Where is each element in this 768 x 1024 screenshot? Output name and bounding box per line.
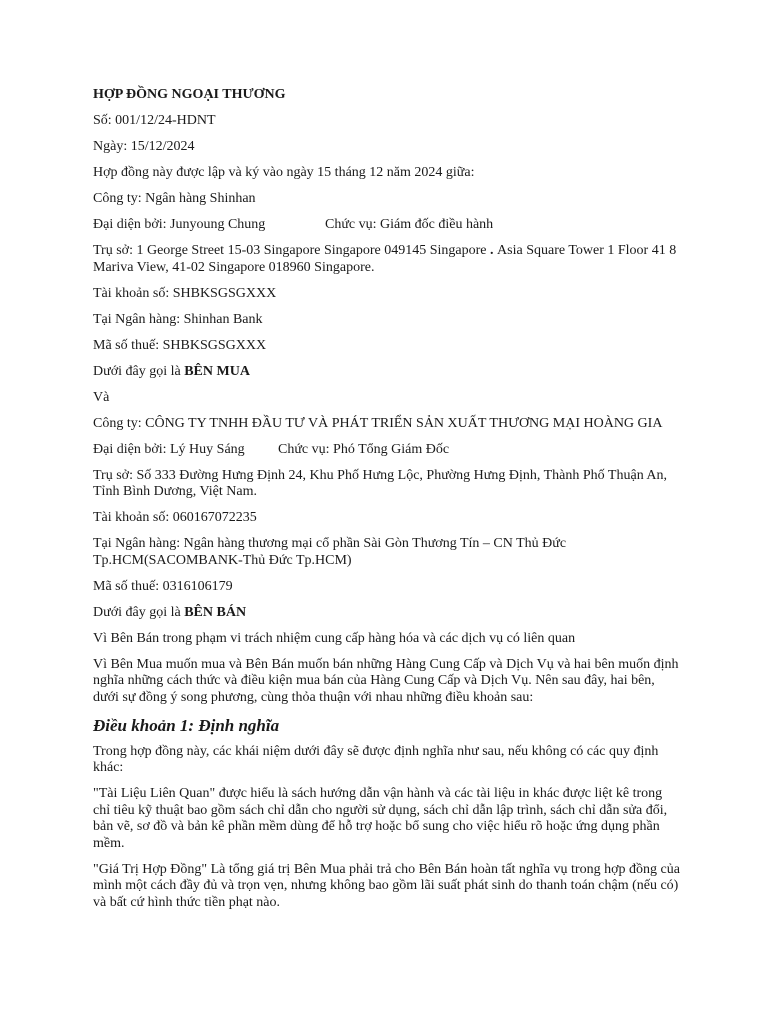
document-body [93, 87, 681, 921]
article-1-heading: Điều khoản 1: Định nghĩa [93, 715, 280, 735]
buyer-representative: Đại diện bởi: Junyoung Chung [93, 217, 266, 232]
contract-date: Ngày: 15/12/2024 [93, 139, 195, 154]
buyer-position: Chức vụ: Giám đốc điều hành [325, 217, 494, 232]
buyer-address [93, 243, 681, 276]
article-1-paragraph-2: "Tài Liệu Liên Quan" được hiểu là sách hướng dẫn vận hành và các tài liệu in khác được liệt kê trong chỉ tiêu kỹ thuật bao gồm sách chỉ dẫn cho người sử dụng, sách chỉ dẫn lập trình, sách chỉ dẫn sửa đổi, bản vẽ, sơ đồ và bản kê phần mềm dùng để hỗ trợ hoặc bổ sung cho việc hiểu rõ hoặc ứng dụng phần mềm. [93, 786, 668, 851]
buyer-address-part-2: Asia Square Tower 1 Floor 41 8 Mariva View, 41-02 Singapore 018960 Singapore. [93, 243, 677, 275]
contract-title: HỢP ĐỒNG NGOẠI THƯƠNG [93, 87, 286, 102]
buyer-bank: Tại Ngân hàng: Shinhan Bank [93, 311, 263, 327]
seller-hereafter [93, 605, 681, 622]
seller-position: Chức vụ: Phó Tổng Giám Đốc [278, 441, 450, 457]
article-1-paragraph-3: "Giá Trị Hợp Đồng" Là tổng giá trị Bên Mua phải trả cho Bên Bán hoàn tất nghĩa vụ trong hợp đồng của mình một cách đầy đủ và trọn vẹn, nhưng không bao gồm lãi suất phát sinh do thanh toán chậm (nếu có) và bất cứ hình thức tiền phạt nào. [93, 861, 680, 910]
buyer-representative-row [93, 217, 681, 234]
buyer-company: Công ty: Ngân hàng Shinhan [93, 191, 256, 206]
recital-2: Vì Bên Mua muốn mua và Bên Bán muốn bán những Hàng Cung Cấp và Dịch Vụ và hai bên muốn định nghĩa những cách thức và điều kiện mua bán của Hàng Cung Cấp và Dịch Vụ. Nên sau đây, hai bên, dưới sự đồng ý song phương, cùng thỏa thuận với nhau những điều khoản sau: [93, 656, 679, 705]
seller-representative-row [93, 442, 681, 459]
conjunction: Và [93, 389, 110, 405]
contract-number: Số: 001/12/24-HDNT [93, 113, 216, 128]
recital-1: Vì Bên Bán trong phạm vi trách nhiệm cung cấp hàng hóa và các dịch vụ có liên quan [93, 630, 576, 646]
seller-tax: Mã số thuế: 0316106179 [93, 578, 233, 594]
seller-representative: Đại diện bởi: Lý Huy Sáng [93, 441, 245, 457]
contract-intro: Hợp đồng này được lập và ký vào ngày 15 tháng 12 năm 2024 giữa: [93, 165, 475, 180]
seller-address: Trụ sở: Số 333 Đường Hưng Định 24, Khu Phố Hưng Lộc, Phường Hưng Định, Thành Phố Thuận An, Tỉnh Bình Dương, Việt Nam. [93, 467, 668, 499]
buyer-role: BÊN MUA [184, 363, 250, 379]
buyer-hereafter [93, 364, 681, 381]
seller-bank: Tại Ngân hàng: Ngân hàng thương mại cổ phần Sài Gòn Thương Tín – CN Thủ Đức Tp.HCM(SACOMBANK-Thủ Đức Tp.HCM) [93, 536, 567, 568]
seller-account: Tài khoản số: 060167072235 [93, 510, 257, 525]
seller-role: BÊN BÁN [184, 604, 247, 620]
buyer-hereafter-prefix: Dưới đây gọi là [93, 363, 185, 379]
buyer-address-separator: . [486, 243, 498, 258]
seller-hereafter-prefix: Dưới đây gọi là [93, 604, 185, 620]
buyer-address-part-1: Trụ sở: 1 George Street 15-03 Singapore Singapore 049145 Singapore [93, 243, 487, 258]
buyer-tax: Mã số thuế: SHBKSGSGXXX [93, 337, 267, 353]
buyer-account: Tài khoản số: SHBKSGSGXXX [93, 285, 277, 301]
article-1-paragraph-1: Trong hợp đồng này, các khái niệm dưới đây sẽ được định nghĩa như sau, nếu không có các quy định khác: [93, 743, 659, 775]
seller-company: Công ty: CÔNG TY TNHH ĐẦU TƯ VÀ PHÁT TRIỂN SẢN XUẤT THƯƠNG MẠI HOÀNG GIA [93, 415, 663, 431]
